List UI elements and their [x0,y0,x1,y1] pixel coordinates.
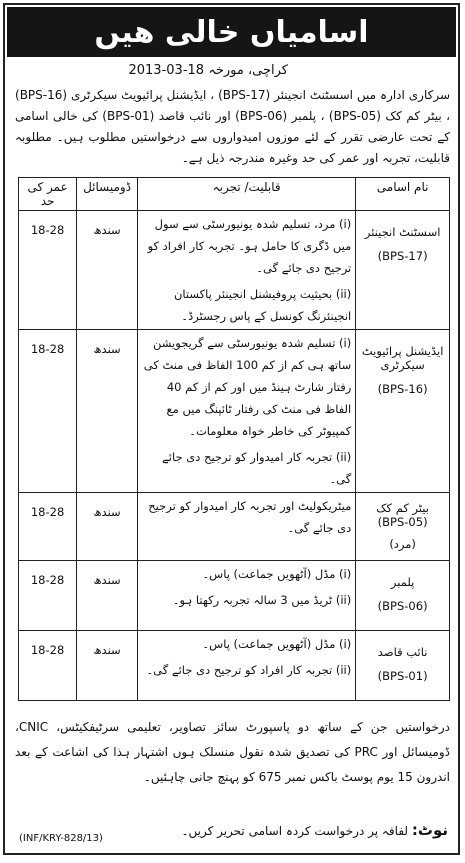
banner-title: اسامیاں خالی ھیں [94,14,369,50]
header-domicile: ڈومیسائل [77,178,138,211]
reference-code: (INF/KRY-828/13) [19,833,103,844]
table-row [19,631,450,701]
date-line: کراچی، مورخہ 18-03-2013 [128,63,288,78]
post-name: پلمبر [390,575,415,589]
header-age: عمر کی حد [19,178,77,211]
qualification-cell [138,211,356,330]
table-row [19,561,450,631]
header-qualification: قابلیت/ تجربہ [138,178,356,211]
qualification-item: (i) مڈل (آٹھویں جماعت) پاس۔ [202,637,352,651]
qualification-item: (ii) تجربہ کار افراد کو ترجیح دی جائے گی۔ [146,663,352,677]
post-grade: (BPS-17) [377,249,428,263]
note-text: لفافہ پر درخواست کردہ اسامی تحریر کریں۔ [181,824,409,838]
domicile-cell: سندھ [77,561,138,631]
post-grade: (BPS-01) [377,669,428,683]
post-name [360,495,445,529]
qualification-cell [138,631,356,701]
qualification-item: (ii) ٹریڈ میں 3 سالہ تجربہ رکھتا ہو۔ [172,593,352,607]
vacancies-table [18,177,450,701]
qualification-item: (ii) بحیثیت پروفیشنل انجینئر پاکستان انجینئرنگ کونسل کے پاس رجسٹرڈ۔ [173,287,352,323]
header-post: نام اسامی [356,178,450,211]
qualification-cell [138,561,356,631]
table-row [19,493,450,561]
qualification-cell [138,330,356,493]
qualification-item: (i) تسلیم شدہ یونیورسٹی سے گریجویشن ساتھ ہی کم از کم 100 الفاظ فی منٹ کی رفتار شارٹ ہینڈ میں اور کم از کم 40 الفاظ فی منٹ کی رفتار ٹائپنگ میں مع کمپیوٹر کی خاطر خواہ معلومات۔ [143,336,352,438]
post-title: بیٹر کم کک [376,501,429,515]
age-cell: 18-28 [19,211,77,330]
post-cell [356,493,450,561]
post-name: ایڈیشنل پرائیویٹ سیکرٹری [361,344,444,372]
post-cell [356,561,450,631]
domicile-cell: سندھ [77,330,138,493]
table-row [19,330,450,493]
qualification-item: میٹریکولیٹ اور تجربہ کار امیدوار کو ترجیح دی جائے گی۔ [148,499,352,535]
post-cell [356,211,450,330]
qualification-item: (i) مڈل (آٹھویں جماعت) پاس۔ [202,567,352,581]
age-cell: 18-28 [19,631,77,701]
post-cell [356,631,450,701]
domicile-cell: سندھ [77,493,138,561]
qualification-item: (ii) تجربہ کار امیدوار کو ترجیح دی جائے گی۔ [162,450,352,486]
note [181,821,448,839]
post-grade: (BPS-05) [377,515,428,529]
post-grade: (BPS-16) [377,382,428,396]
table-row [19,211,450,330]
age-cell: 18-28 [19,493,77,561]
domicile-cell: سندھ [77,211,138,330]
qualification-cell [138,493,356,561]
application-instructions: درخواستیں جن کے ساتھ دو پاسپورٹ سائز تصاویر، تعلیمی سرٹیفکیٹس، CNIC، ڈومیسائل اور PRC کی تصدیق شدہ نقول منسلک ہوں اشتہار ہذا کی اشاعت کے بعد اندرون 15 یوم پوسٹ باکس نمبر 675 کو پہنچ جانی چاہئیں۔ [15,720,451,784]
post-name: اسسٹنٹ انجینئر [364,225,441,239]
domicile-cell: سندھ [77,631,138,701]
vacancies-banner [7,7,456,57]
post-grade: (BPS-06) [377,599,428,613]
note-label: نوٹ: [411,821,448,839]
intro-paragraph: سرکاری ادارہ میں اسسٹنٹ انجینئر (BPS-17) ، ایڈیشنل پرائیویٹ سیکرٹری (BPS-16) ، بیٹر کم کک (BPS-05) ، پلمبر (BPS-06) اور نائب قاصد (BPS-01) کی خالی اسامی کے تحت عارضی تقرر کے لئے موزوں امیدواروں سے درخواستیں مطلوب ہیں۔ مطلوبہ قابلیت، تجربہ اور عمر کی حد وغیرہ مندرجہ ذیل ہے۔ [15,88,451,165]
post-cell [356,330,450,493]
post-gender-note: (مرد) [389,537,416,551]
table-header-row [19,178,450,211]
advertisement-page [3,3,460,855]
qualification-item: (i) مرد، تسلیم شدہ یونیورسٹی سے سول میں ڈگری کا حامل ہو۔ تجربہ کار افراد کو ترجیح دی جائے گی۔ [147,217,352,275]
age-cell: 18-28 [19,330,77,493]
post-name: نائب قاصد [377,645,428,659]
age-cell: 18-28 [19,561,77,631]
